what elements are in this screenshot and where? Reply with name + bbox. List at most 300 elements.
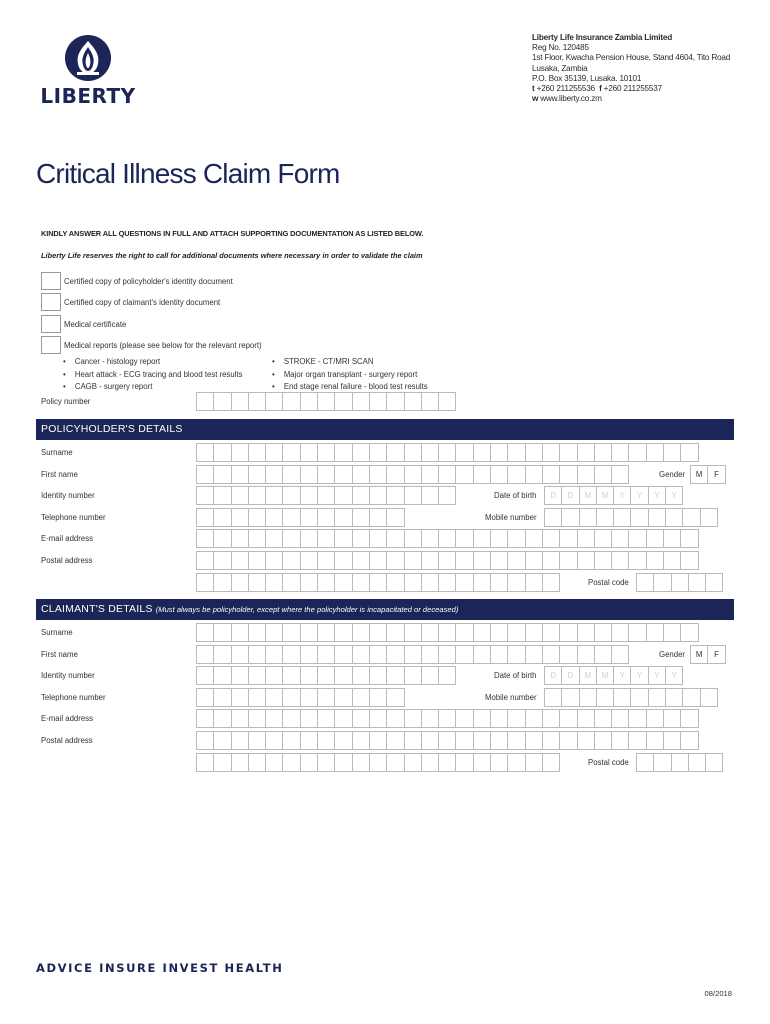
input-box[interactable] — [300, 623, 318, 642]
input-box[interactable] — [369, 551, 387, 570]
input-box[interactable] — [248, 573, 266, 592]
input-box[interactable] — [438, 666, 456, 685]
input-box[interactable] — [577, 551, 595, 570]
input-box[interactable] — [265, 465, 283, 484]
input-box[interactable] — [438, 573, 456, 592]
input-box[interactable] — [630, 688, 648, 707]
input-box[interactable] — [663, 529, 681, 548]
input-box[interactable] — [265, 753, 283, 772]
input-box[interactable] — [646, 529, 664, 548]
input-box[interactable] — [613, 688, 631, 707]
input-box[interactable] — [646, 551, 664, 570]
input-box[interactable] — [352, 645, 370, 664]
input-box[interactable] — [317, 623, 335, 642]
input-box[interactable] — [213, 666, 231, 685]
input-box[interactable] — [282, 688, 300, 707]
input-box[interactable] — [559, 645, 577, 664]
date-box[interactable]: D — [561, 666, 579, 685]
input-box[interactable] — [594, 709, 612, 728]
input-box[interactable] — [473, 573, 491, 592]
input-box[interactable] — [611, 645, 629, 664]
input-box[interactable] — [421, 529, 439, 548]
input-box[interactable] — [611, 731, 629, 750]
input-box[interactable] — [473, 465, 491, 484]
input-box[interactable] — [663, 709, 681, 728]
input-box[interactable] — [473, 753, 491, 772]
input-box[interactable] — [334, 443, 352, 462]
input-box[interactable] — [248, 392, 266, 411]
input-box[interactable] — [282, 753, 300, 772]
input-box[interactable] — [438, 486, 456, 505]
input-box[interactable] — [490, 551, 508, 570]
input-box[interactable] — [317, 688, 335, 707]
checklist-item[interactable] — [41, 314, 126, 334]
input-box[interactable] — [525, 465, 543, 484]
input-box[interactable] — [248, 623, 266, 642]
input-box[interactable] — [231, 465, 249, 484]
input-box[interactable] — [265, 645, 283, 664]
input-box[interactable] — [559, 623, 577, 642]
input-box[interactable] — [577, 443, 595, 462]
input-box[interactable] — [265, 508, 283, 527]
input-box[interactable] — [265, 529, 283, 548]
input-box[interactable] — [628, 443, 646, 462]
ph-surname-field[interactable] — [196, 443, 698, 462]
input-box[interactable] — [369, 443, 387, 462]
input-box[interactable] — [646, 623, 664, 642]
input-box[interactable] — [334, 623, 352, 642]
ph-dob-field[interactable] — [544, 486, 682, 505]
input-box[interactable] — [317, 465, 335, 484]
input-box[interactable] — [369, 508, 387, 527]
input-box[interactable] — [248, 508, 266, 527]
input-box[interactable] — [369, 731, 387, 750]
input-box[interactable] — [473, 529, 491, 548]
input-box[interactable] — [300, 465, 318, 484]
input-box[interactable] — [317, 392, 335, 411]
input-box[interactable] — [317, 486, 335, 505]
input-box[interactable] — [334, 753, 352, 772]
input-box[interactable] — [490, 753, 508, 772]
input-box[interactable] — [213, 443, 231, 462]
input-box[interactable] — [196, 443, 214, 462]
date-box[interactable]: D — [561, 486, 579, 505]
input-box[interactable] — [671, 753, 689, 772]
gender-f-option[interactable]: F — [707, 465, 725, 484]
input-box[interactable] — [421, 486, 439, 505]
input-box[interactable] — [369, 573, 387, 592]
input-box[interactable] — [334, 666, 352, 685]
input-box[interactable] — [404, 753, 422, 772]
cl-postal-field[interactable] — [196, 731, 698, 750]
input-box[interactable] — [317, 753, 335, 772]
input-box[interactable] — [369, 709, 387, 728]
cl-surname-field[interactable] — [196, 623, 698, 642]
input-box[interactable] — [352, 529, 370, 548]
input-box[interactable] — [282, 551, 300, 570]
ph-identity-field[interactable] — [196, 486, 455, 505]
input-box[interactable] — [594, 465, 612, 484]
input-box[interactable] — [525, 731, 543, 750]
date-box[interactable]: D — [544, 666, 562, 685]
input-box[interactable] — [682, 508, 700, 527]
input-box[interactable] — [300, 443, 318, 462]
input-box[interactable] — [196, 709, 214, 728]
input-box[interactable] — [404, 392, 422, 411]
input-box[interactable] — [628, 709, 646, 728]
input-box[interactable] — [231, 443, 249, 462]
input-box[interactable] — [507, 623, 525, 642]
input-box[interactable] — [544, 508, 562, 527]
cl-postal-code-field[interactable] — [636, 753, 722, 772]
input-box[interactable] — [421, 753, 439, 772]
input-box[interactable] — [213, 486, 231, 505]
input-box[interactable] — [473, 443, 491, 462]
input-box[interactable] — [334, 645, 352, 664]
input-box[interactable] — [648, 508, 666, 527]
input-box[interactable] — [421, 709, 439, 728]
input-box[interactable] — [386, 465, 404, 484]
input-box[interactable] — [300, 573, 318, 592]
input-box[interactable] — [300, 688, 318, 707]
input-box[interactable] — [507, 465, 525, 484]
input-box[interactable] — [213, 709, 231, 728]
input-box[interactable] — [438, 392, 456, 411]
cl-mobile-field[interactable] — [544, 688, 717, 707]
input-box[interactable] — [282, 666, 300, 685]
input-box[interactable] — [317, 551, 335, 570]
input-box[interactable] — [213, 753, 231, 772]
input-box[interactable] — [561, 688, 579, 707]
input-box[interactable] — [628, 623, 646, 642]
input-box[interactable] — [352, 573, 370, 592]
input-box[interactable] — [421, 551, 439, 570]
input-box[interactable] — [594, 443, 612, 462]
input-box[interactable] — [213, 731, 231, 750]
input-box[interactable] — [665, 508, 683, 527]
input-box[interactable] — [525, 709, 543, 728]
input-box[interactable] — [265, 486, 283, 505]
input-box[interactable] — [596, 508, 614, 527]
input-box[interactable] — [438, 529, 456, 548]
input-box[interactable] — [231, 392, 249, 411]
input-box[interactable] — [421, 443, 439, 462]
input-box[interactable] — [213, 529, 231, 548]
input-box[interactable] — [404, 623, 422, 642]
input-box[interactable] — [300, 486, 318, 505]
input-box[interactable] — [490, 623, 508, 642]
input-box[interactable] — [577, 731, 595, 750]
input-box[interactable] — [386, 529, 404, 548]
ph-telephone-field[interactable] — [196, 508, 404, 527]
input-box[interactable] — [352, 465, 370, 484]
input-box[interactable] — [438, 443, 456, 462]
input-box[interactable] — [317, 573, 335, 592]
input-box[interactable] — [248, 731, 266, 750]
input-box[interactable] — [386, 623, 404, 642]
date-box[interactable]: D — [544, 486, 562, 505]
input-box[interactable] — [507, 709, 525, 728]
input-box[interactable] — [265, 443, 283, 462]
input-box[interactable] — [542, 465, 560, 484]
input-box[interactable] — [334, 688, 352, 707]
input-box[interactable] — [594, 551, 612, 570]
gender-m-option[interactable]: M — [690, 465, 708, 484]
input-box[interactable] — [680, 551, 698, 570]
input-box[interactable] — [386, 666, 404, 685]
input-box[interactable] — [213, 573, 231, 592]
input-box[interactable] — [196, 392, 214, 411]
input-box[interactable] — [507, 753, 525, 772]
input-box[interactable] — [369, 753, 387, 772]
input-box[interactable] — [352, 666, 370, 685]
input-box[interactable] — [611, 551, 629, 570]
input-box[interactable] — [594, 731, 612, 750]
input-box[interactable] — [231, 753, 249, 772]
date-box[interactable]: M — [579, 666, 597, 685]
input-box[interactable] — [317, 645, 335, 664]
input-box[interactable] — [231, 623, 249, 642]
input-box[interactable] — [386, 688, 404, 707]
input-box[interactable] — [577, 645, 595, 664]
input-box[interactable] — [300, 753, 318, 772]
input-box[interactable] — [525, 573, 543, 592]
input-box[interactable] — [196, 486, 214, 505]
checklist-item[interactable] — [41, 271, 233, 291]
input-box[interactable] — [559, 731, 577, 750]
date-box[interactable]: M — [579, 486, 597, 505]
input-box[interactable] — [282, 508, 300, 527]
input-box[interactable] — [386, 709, 404, 728]
input-box[interactable] — [386, 443, 404, 462]
input-box[interactable] — [542, 551, 560, 570]
input-box[interactable] — [438, 551, 456, 570]
input-box[interactable] — [455, 443, 473, 462]
input-box[interactable] — [213, 508, 231, 527]
input-box[interactable] — [507, 573, 525, 592]
input-box[interactable] — [421, 573, 439, 592]
input-box[interactable] — [542, 753, 560, 772]
input-box[interactable] — [455, 551, 473, 570]
cl-identity-field[interactable] — [196, 666, 455, 685]
input-box[interactable] — [352, 753, 370, 772]
cl-first-name-field[interactable] — [196, 645, 628, 664]
input-box[interactable] — [282, 529, 300, 548]
input-box[interactable] — [282, 443, 300, 462]
input-box[interactable] — [421, 465, 439, 484]
input-box[interactable] — [559, 443, 577, 462]
input-box[interactable] — [542, 731, 560, 750]
input-box[interactable] — [680, 731, 698, 750]
checklist-item[interactable] — [41, 292, 220, 312]
input-box[interactable] — [542, 623, 560, 642]
input-box[interactable] — [421, 666, 439, 685]
input-box[interactable] — [300, 508, 318, 527]
input-box[interactable] — [542, 573, 560, 592]
input-box[interactable] — [196, 623, 214, 642]
input-box[interactable] — [352, 392, 370, 411]
input-box[interactable] — [334, 731, 352, 750]
input-box[interactable] — [594, 529, 612, 548]
input-box[interactable] — [248, 486, 266, 505]
input-box[interactable] — [386, 551, 404, 570]
input-box[interactable] — [352, 731, 370, 750]
checklist-checkbox[interactable] — [41, 293, 61, 311]
input-box[interactable] — [613, 508, 631, 527]
input-box[interactable] — [559, 529, 577, 548]
input-box[interactable] — [404, 465, 422, 484]
input-box[interactable] — [334, 529, 352, 548]
input-box[interactable] — [317, 529, 335, 548]
input-box[interactable] — [282, 645, 300, 664]
input-box[interactable] — [265, 392, 283, 411]
input-box[interactable] — [577, 529, 595, 548]
input-box[interactable] — [473, 623, 491, 642]
input-box[interactable] — [455, 731, 473, 750]
input-box[interactable] — [490, 529, 508, 548]
input-box[interactable] — [265, 709, 283, 728]
input-box[interactable] — [213, 465, 231, 484]
input-box[interactable] — [196, 529, 214, 548]
input-box[interactable] — [282, 465, 300, 484]
input-box[interactable] — [525, 529, 543, 548]
input-box[interactable] — [404, 645, 422, 664]
input-box[interactable] — [248, 443, 266, 462]
input-box[interactable] — [352, 551, 370, 570]
input-box[interactable] — [421, 623, 439, 642]
input-box[interactable] — [559, 551, 577, 570]
input-box[interactable] — [334, 465, 352, 484]
input-box[interactable] — [455, 573, 473, 592]
input-box[interactable] — [300, 666, 318, 685]
input-box[interactable] — [680, 623, 698, 642]
input-box[interactable] — [317, 666, 335, 685]
date-box[interactable]: Y — [648, 486, 666, 505]
date-box[interactable]: Y — [648, 666, 666, 685]
input-box[interactable] — [653, 573, 671, 592]
input-box[interactable] — [473, 551, 491, 570]
input-box[interactable] — [663, 551, 681, 570]
input-box[interactable] — [680, 443, 698, 462]
input-box[interactable] — [561, 508, 579, 527]
input-box[interactable] — [369, 688, 387, 707]
input-box[interactable] — [542, 443, 560, 462]
input-box[interactable] — [317, 731, 335, 750]
input-box[interactable] — [438, 623, 456, 642]
input-box[interactable] — [196, 465, 214, 484]
input-box[interactable] — [646, 731, 664, 750]
input-box[interactable] — [421, 645, 439, 664]
input-box[interactable] — [196, 688, 214, 707]
input-box[interactable] — [300, 709, 318, 728]
input-box[interactable] — [231, 486, 249, 505]
input-box[interactable] — [596, 688, 614, 707]
input-box[interactable] — [213, 645, 231, 664]
input-box[interactable] — [231, 709, 249, 728]
input-box[interactable] — [680, 709, 698, 728]
input-box[interactable] — [352, 443, 370, 462]
input-box[interactable] — [688, 573, 706, 592]
input-box[interactable] — [386, 573, 404, 592]
input-box[interactable] — [282, 392, 300, 411]
input-box[interactable] — [300, 551, 318, 570]
input-box[interactable] — [248, 753, 266, 772]
ph-mobile-field[interactable] — [544, 508, 717, 527]
input-box[interactable] — [248, 465, 266, 484]
input-box[interactable] — [455, 529, 473, 548]
input-box[interactable] — [369, 392, 387, 411]
input-box[interactable] — [265, 688, 283, 707]
input-box[interactable] — [525, 551, 543, 570]
input-box[interactable] — [282, 709, 300, 728]
input-box[interactable] — [611, 443, 629, 462]
input-box[interactable] — [542, 709, 560, 728]
input-box[interactable] — [231, 508, 249, 527]
input-box[interactable] — [404, 486, 422, 505]
input-box[interactable] — [630, 508, 648, 527]
input-box[interactable] — [455, 465, 473, 484]
input-box[interactable] — [438, 709, 456, 728]
input-box[interactable] — [421, 392, 439, 411]
input-box[interactable] — [282, 573, 300, 592]
input-box[interactable] — [577, 709, 595, 728]
input-box[interactable] — [700, 688, 718, 707]
input-box[interactable] — [248, 688, 266, 707]
input-box[interactable] — [628, 731, 646, 750]
input-box[interactable] — [265, 666, 283, 685]
gender-f-option[interactable]: F — [707, 645, 725, 664]
input-box[interactable] — [577, 465, 595, 484]
ph-email-field[interactable] — [196, 529, 698, 548]
input-box[interactable] — [369, 666, 387, 685]
input-box[interactable] — [404, 666, 422, 685]
input-box[interactable] — [231, 645, 249, 664]
date-box[interactable]: M — [596, 666, 614, 685]
input-box[interactable] — [490, 709, 508, 728]
input-box[interactable] — [369, 529, 387, 548]
input-box[interactable] — [300, 645, 318, 664]
input-box[interactable] — [438, 645, 456, 664]
input-box[interactable] — [334, 392, 352, 411]
input-box[interactable] — [352, 709, 370, 728]
checklist-checkbox[interactable] — [41, 315, 61, 333]
checklist-checkbox[interactable] — [41, 272, 61, 290]
checklist-item[interactable] — [41, 335, 262, 355]
input-box[interactable] — [579, 688, 597, 707]
input-box[interactable] — [248, 666, 266, 685]
input-box[interactable] — [334, 709, 352, 728]
input-box[interactable] — [369, 486, 387, 505]
input-box[interactable] — [196, 731, 214, 750]
input-box[interactable] — [231, 688, 249, 707]
input-box[interactable] — [665, 688, 683, 707]
input-box[interactable] — [300, 529, 318, 548]
input-box[interactable] — [507, 731, 525, 750]
input-box[interactable] — [369, 623, 387, 642]
input-box[interactable] — [404, 443, 422, 462]
input-box[interactable] — [248, 709, 266, 728]
input-box[interactable] — [542, 645, 560, 664]
input-box[interactable] — [671, 573, 689, 592]
input-box[interactable] — [404, 551, 422, 570]
input-box[interactable] — [386, 392, 404, 411]
input-box[interactable] — [334, 486, 352, 505]
input-box[interactable] — [196, 753, 214, 772]
ph-postal-code-field[interactable] — [636, 573, 722, 592]
input-box[interactable] — [455, 753, 473, 772]
input-box[interactable] — [473, 709, 491, 728]
input-box[interactable] — [334, 551, 352, 570]
